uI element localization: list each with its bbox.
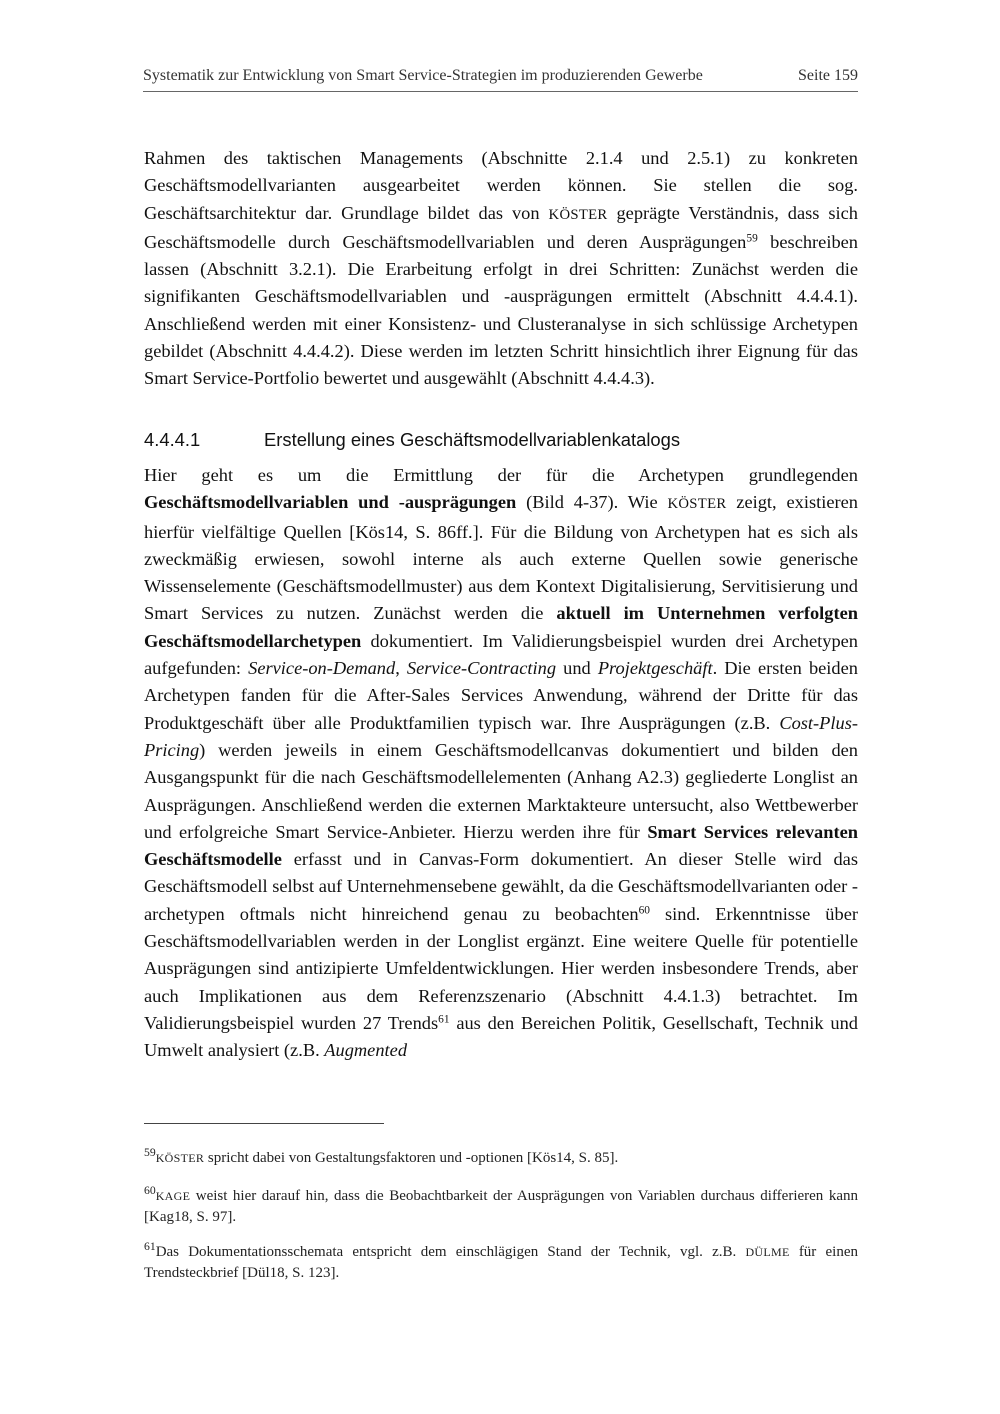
section-paragraph	[144, 462, 858, 1065]
header-title: Systematik zur Entwicklung von Smart Service-Strategien im produzierenden Gewerbe	[143, 67, 703, 84]
italic-term: Projektgeschäft	[597, 658, 713, 679]
text-run: zeigt, existieren hierfür vielfältige Quellen [Kös14, S. 86ff.]. Für die Bildung von Archetypen hat es sich als zweckmäßig erwiesen, sowohl interne als auch externe Quellen sowie generische Wissenselemente (Geschäftsmodellmuster) aus dem Kontext Digitalisierung, Servitisierung und Smart Services zu nutzen. Zunächst werden die	[144, 492, 858, 624]
text-run: ,	[395, 658, 407, 679]
footnote-ref-60[interactable]: 60	[638, 904, 650, 917]
section-title: Erstellung eines Geschäftsmodellvariablenkatalogs	[264, 429, 681, 450]
footnote-59	[144, 1148, 858, 1169]
text-run: aus den Bereichen Politik, Gesellschaft, Technik und Umwelt analysiert (z.B.	[144, 1012, 858, 1061]
footnote-ref-59[interactable]: 59	[746, 232, 758, 245]
author-name: KAGE	[155, 1189, 191, 1203]
running-header	[143, 66, 858, 92]
footnote-ref-61[interactable]: 61	[438, 1013, 450, 1026]
footnote-text: spricht dabei von Gestaltungsfaktoren und -optionen [Kös14, S. 85].	[204, 1150, 619, 1166]
footnote-text: Das Dokumentationsschemata entspricht dem einschlägigen Stand der Technik, vgl. z.B.	[155, 1244, 746, 1260]
author-name: KÖSTER	[548, 206, 608, 223]
footnote-text: für einen Trendsteckbrief [Dül18, S. 123].	[144, 1244, 858, 1281]
italic-term: Cost-Plus-Pricing	[144, 712, 858, 760]
author-name: KÖSTER	[155, 1151, 205, 1165]
text-run: geprägte Verständnis, dass sich Geschäftsmodelle durch Geschäftsmodellvariablen und deren Ausprägungen	[144, 202, 858, 252]
italic-term: Service-on-Demand	[248, 658, 396, 679]
section-number: 4.4.4.1	[144, 429, 201, 450]
italic-term: Augmented	[324, 1040, 408, 1061]
text-run: beschreiben lassen (Abschnitt 3.2.1). Die Erarbeitung erfolgt in drei Schritten: Zunächst werden die signifikanten Geschäftsmodellvariablen und -ausprägungen ermittelt (Abschnitt 4.4.4.1). Anschließend werden mit einer Konsistenz- und Clusteranalyse in sich schlüssige Archetypen gebildet (Abschnitt 4.4.4.2). Diese werden im letzten Schritt hinsichtlich ihrer Eignung für das Smart Service-Portfolio bewertet und ausgewählt (Abschnitt 4.4.4.3).	[144, 231, 859, 389]
text-run: Rahmen des taktischen Managements (Abschnitte 2.1.4 und 2.5.1) zu konkreten Geschäftsmodellvarianten ausgearbeitet werden können. Sie stellen die sog. Geschäftsarchitektur dar. Grundlage bildet das von	[144, 148, 858, 223]
footnote-mark: 59	[144, 1146, 156, 1160]
section-heading	[144, 428, 858, 452]
page-number: Seite 159	[798, 67, 858, 84]
author-name: KÖSTER	[667, 496, 727, 513]
footnote-text: weist hier darauf hin, dass die Beobachtbarkeit der Ausprägungen von Variablen durchaus differieren kann [Kag18, S. 97].	[144, 1188, 858, 1225]
text-run: erfasst und in Canvas-Form dokumentiert. An dieser Stelle wird das Geschäftsmodell selbst auf Unternehmensebene gewählt, da die Geschäftsmodellvarianten oder -archetypen oftmals nicht hinreichend genau zu beobachten	[144, 849, 858, 924]
intro-paragraph	[144, 145, 858, 393]
bold-term: aktuell im Unternehmen verfolgten Geschäftsmodellarchetypen	[144, 603, 858, 651]
footnote-61	[144, 1242, 858, 1284]
text-run: sind. Erkenntnisse über Geschäftsmodellvariablen werden in der Longlist ergänzt. Eine weitere Quelle für potentielle Ausprägungen sind antizipierte Umfeldentwicklungen. Hier werden insbesondere Trends, aber auch Implikationen aus dem Referenzszenario (Abschnitt 4.4.1.3) betrachtet. Im Validierungsbeispiel wurden 27 Trends	[144, 903, 858, 1033]
text-run: . Die ersten beiden Archetypen fanden für die After-Sales Services Anwendung, während der Dritte für das Produktgeschäft über alle Produktfamilien typisch war. Ihre Ausprägungen (z.B.	[144, 658, 858, 733]
footnote-mark: 60	[144, 1184, 156, 1198]
footnote-divider	[144, 1123, 384, 1124]
footnote-mark: 61	[144, 1240, 156, 1254]
author-name: DÜLME	[745, 1245, 790, 1259]
text-run: (Bild 4-37). Wie	[516, 492, 668, 513]
text-run: dokumentiert. Im Validierungsbeispiel wurden drei Archetypen aufgefunden:	[144, 630, 858, 679]
italic-term: Service-Contracting	[406, 658, 557, 679]
text-run: ) werden jeweils in einem Geschäftsmodellcanvas dokumentiert und bilden den Ausgangspunkt für die nach Geschäftsmodellelementen (Anhang A2.3) gegliederte Longlist an Ausprägungen. Anschließend werden die externen Marktakteure untersucht, also Wettbewerber und erfolgreiche Smart Service-Anbieter. Hierzu werden ihre für	[144, 739, 858, 842]
bold-term: Geschäftsmodellvariablen und -ausprägungen	[144, 492, 517, 513]
footnote-60	[144, 1186, 858, 1228]
bold-term: Smart Services relevanten Geschäftsmodelle	[144, 821, 858, 870]
text-run: Hier geht es um die Ermittlung der für die Archetypen grundlegenden	[144, 465, 858, 485]
text-run: und	[556, 658, 598, 679]
